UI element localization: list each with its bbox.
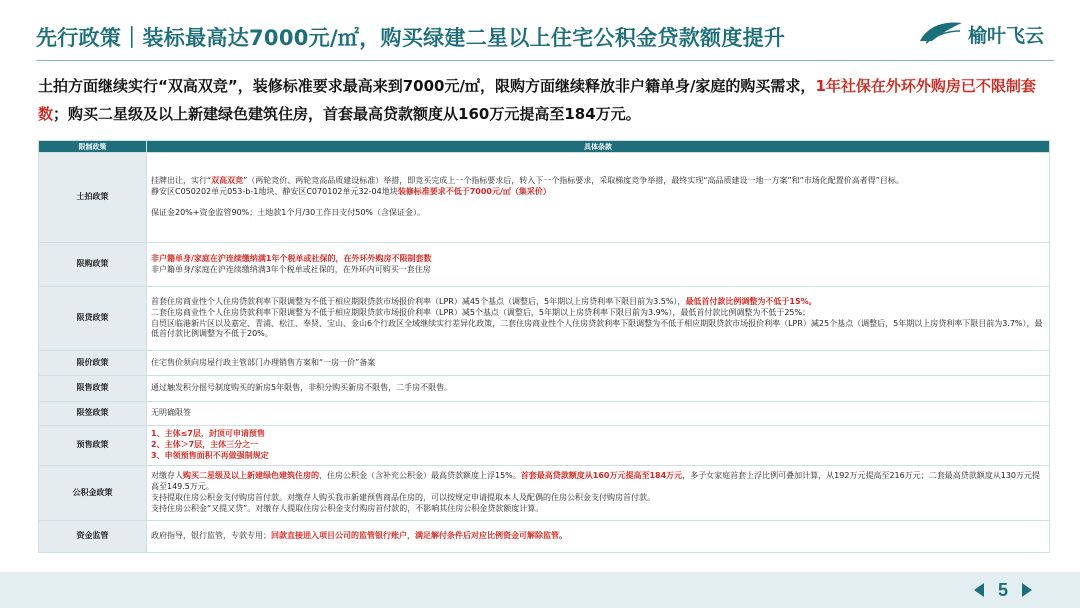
- loan-line-1: 首套住房商业性个人住房贷款利率下限调整为不低于相应期限贷款市场报价利率（LPR）减45个基点（调整后，5年期以上房贷利率下限目前为3.5%），最低首付款比例调整为不低于15%。: [151, 296, 817, 306]
- table-row-loan: [39, 287, 1050, 351]
- table-row-presale: [39, 426, 1050, 466]
- table-row-sign: [39, 402, 1050, 426]
- column-header-terms: 具体条款: [147, 141, 1050, 153]
- triangle-left-icon[interactable]: [974, 583, 984, 597]
- fund-line-2: 支持提取住房公积金支付购房首付款。对缴存人购买我市新建预售商品住房的，可以按规定申请提取本人及配偶的住房公积金支付购房首付款。: [151, 493, 655, 502]
- terms-land: [147, 153, 1050, 243]
- land-line-3: 保证金20%+资金监管90%；土地款1个月/30工作日支付50%（含保证金）。: [151, 207, 426, 217]
- triangle-right-icon[interactable]: [1022, 583, 1032, 597]
- loan-line-2: 二套住房商业性个人住房贷款利率下限调整为不低于相应期限贷款市场报价利率（LPR）减5个基点（调整后，5年期以上房贷利率下限目前为3.9%），最低首付款比例调整为不低于25%；: [151, 307, 811, 317]
- intro-summary: [38, 72, 1050, 128]
- category-price: 限价政策: [39, 351, 147, 376]
- terms-sale: 通过触发积分摇号制度购买的新房5年限售，非积分购买新房不限售，二手房不限售。: [147, 376, 1050, 402]
- policy-table: [38, 140, 1050, 553]
- fund-line-3: 支持住房公积金“又提又贷”。对缴存人提取住房公积金支付购房首付款的，不影响其住房公积金贷款额度计算。: [151, 503, 544, 513]
- purchase-line-1: 非户籍单身/家庭在沪连续缴纳满1年个税单或社保的，在外环外购房不限制套数: [151, 253, 432, 263]
- land-highlight-1: 双高双竞: [211, 176, 244, 186]
- terms-loan: [147, 287, 1050, 351]
- intro-text-2: ；购买二星级及以上新建绿色建筑住房，首套最高贷款额度从160万元提高至184万元。: [53, 105, 641, 123]
- terms-purchase: [147, 243, 1050, 287]
- terms-supervision: 政府指导，银行监管，专款专用；回款直接进入项目公司的监管银行账户，满足解付条件后对应比例资金可解除监管。: [147, 521, 1050, 553]
- category-loan: 限贷政策: [39, 287, 147, 351]
- table-row-price: [39, 351, 1050, 376]
- category-purchase: 限购政策: [39, 243, 147, 287]
- category-sign: 限签政策: [39, 402, 147, 426]
- terms-fund: [147, 466, 1050, 521]
- table-header-row: [39, 141, 1050, 153]
- slide-header: [0, 0, 1080, 60]
- fund-highlight-2: 首套最高贷款额度从160万元提高至184万元: [520, 471, 683, 481]
- terms-sign: 无明确限签: [147, 402, 1050, 426]
- table-row-sale: [39, 376, 1050, 402]
- intro-text-1: 土拍方面继续实行“双高双竞”，装修标准要求最高来到7000元/㎡，限购方面继续释放非户籍单身/家庭的购买需求，: [38, 77, 816, 95]
- land-line-1: 挂牌出让，实行“双高双竞”（两轮竞价、两轮竞高品质建设标准）举措，即竞买完成上一个指标要求后，转入下一个指标要求，采取梯度竞争举措，最终实现“高品质建设一地一方案”和“市场化配置价高者得”目标。: [151, 176, 904, 186]
- table-row-supervision: [39, 521, 1050, 553]
- land-highlight-2: 装修标准要求不低于7000元/㎡（集采价）: [397, 187, 551, 197]
- table-row-fund: [39, 466, 1050, 521]
- presale-line-3: 3、申领预售面积不再做强制规定: [151, 450, 269, 460]
- company-logo: [918, 17, 1058, 51]
- category-supervision: 资金监管: [39, 521, 147, 553]
- category-presale: 预售政策: [39, 426, 147, 466]
- leaf-logo-icon: [918, 19, 964, 45]
- presale-line-1: 1、主体≤7层，封顶可申请预售: [151, 429, 265, 439]
- table-row-land: [39, 153, 1050, 243]
- title-divider: [36, 60, 1054, 61]
- page-number: 5: [997, 579, 1008, 600]
- column-header-policy: 限制政策: [39, 141, 147, 153]
- fund-line-1: 对缴存人购买二星级及以上新建绿色建筑住房的，住房公积金（含补充公积金）最高贷款额度上浮15%。首套最高贷款额度从160万元提高至184万元，多子女家庭首套上浮比例可叠加计算，从192万元提高至216万元；二套最高贷款额度从130万元提高至149.5万元。: [151, 471, 1040, 492]
- category-fund: 公积金政策: [39, 466, 147, 521]
- land-line-2: 静安区C050202单元053-b-1地块、静安区C070102单元32-04地块装修标准要求不低于7000元/㎡（集采价）: [151, 187, 551, 197]
- page-title: 先行政策｜装标最高达7000元/㎡，购买绿建二星以上住宅公积金贷款额度提升: [36, 26, 786, 50]
- loan-highlight: 最低首付款比例调整为不低于15%。: [685, 296, 817, 306]
- purchase-line-2: 非户籍单身/家庭在沪连续缴纳满3年个税单或社保的，在外环内可购买一套住房: [151, 264, 431, 274]
- fund-highlight-1: 购买二星级及以上新建绿色建筑住房的: [183, 471, 319, 481]
- terms-presale: [147, 426, 1050, 466]
- terms-price: 住宅售价须向房屋行政主管部门办理销售方案和“一房一价”备案: [147, 351, 1050, 376]
- presale-line-2: 2、主体＞7层，主体三分之一: [151, 440, 259, 450]
- category-land: 土拍政策: [39, 153, 147, 243]
- pager: [974, 574, 1032, 606]
- supervision-highlight: 回款直接进入项目公司的监管银行账户，满足解付条件后对应比例资金可解除监管。: [271, 531, 567, 541]
- loan-line-3: 自贸区临港新片区以及嘉定、青浦、松江、奉贤、宝山、金山6个行政区全域继续实行差异化政策，二套住房商业性个人住房贷款利率下限调整为不低于相应期限贷款市场报价利率（LPR）减25个基点（调整后，5年期以上房贷利率下限目前为3.7%），最低首付款比例调整为不低于20%。: [151, 318, 1043, 339]
- table-row-purchase: [39, 243, 1050, 287]
- footer-bar: [0, 572, 1080, 608]
- category-sale: 限售政策: [39, 376, 147, 402]
- logo-text: 榆叶飞云: [968, 25, 1045, 47]
- intro-highlight: 1年社保在外环外购房已不限制套数: [38, 77, 1036, 123]
